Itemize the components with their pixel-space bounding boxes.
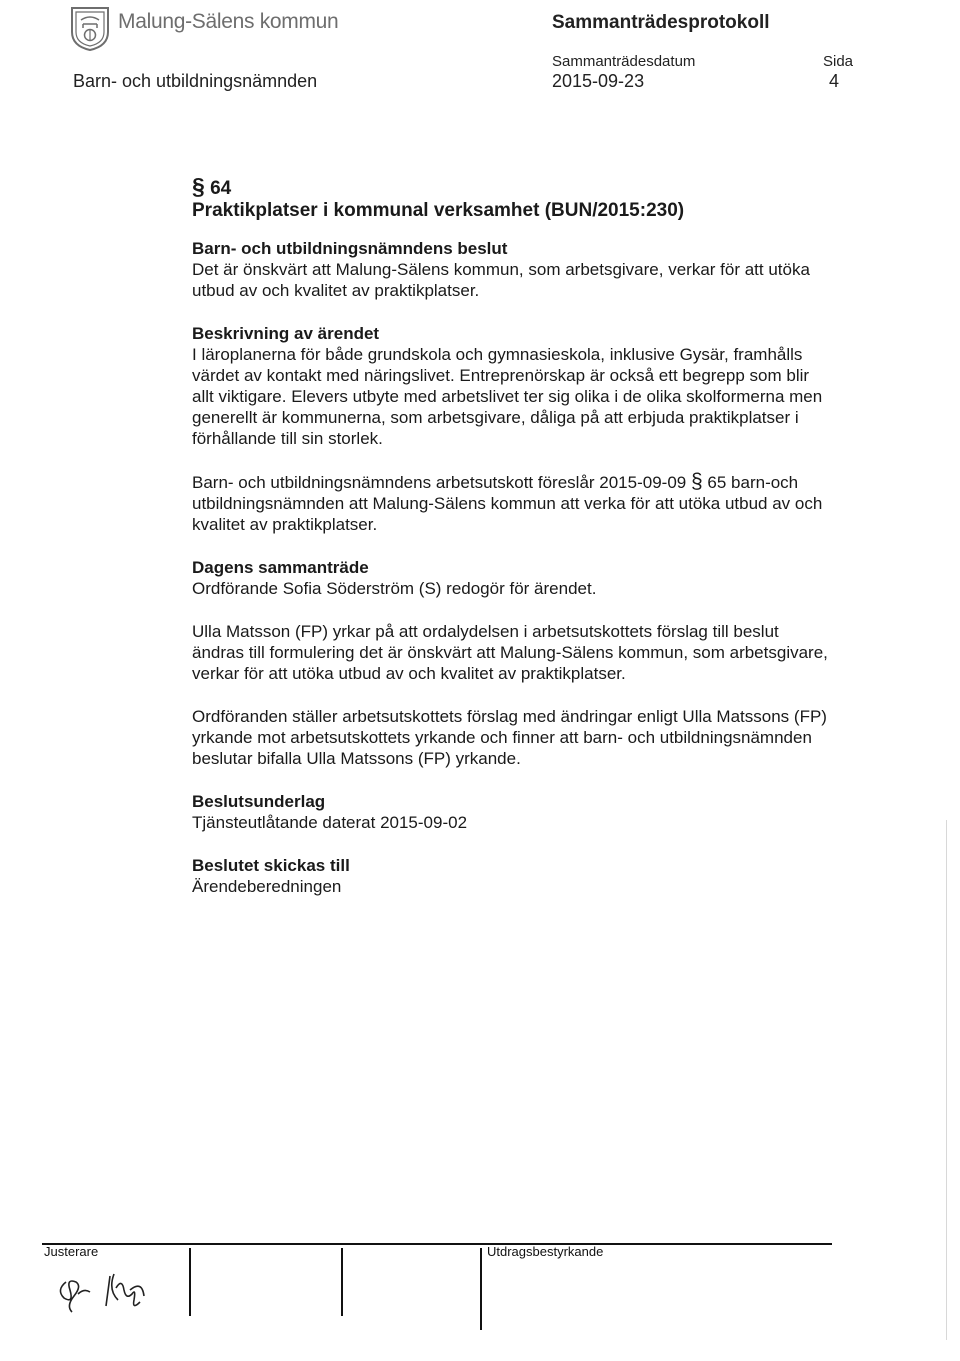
- protocol-item: [192, 175, 832, 918]
- description-heading: Beskrivning av ärendet: [192, 324, 380, 343]
- page-number: 4: [829, 71, 840, 91]
- signature-box-divider: [341, 1248, 343, 1316]
- meeting-date-label: Sammanträdesdatum: [552, 53, 696, 70]
- proposal-text-a: Barn- och utbildningsnämndens arbetsutskott föreslår 2015-09-09: [192, 473, 687, 492]
- description-text: I läroplanerna för både grundskola och gymnasieskola, inklusive Gysär, framhålls värdet av kontakt med näringslivet. Entreprenörskap är också ett begrepp som blir allt viktigare. Elevers utbyte med arbetslivet ter sig olika i de olika skolformerna men generellt är kommunerna, som arbetsgivare, dåliga på att erbjuda praktikplatser i förhållande till sin storlek.: [192, 345, 823, 448]
- section-symbol: §: [192, 173, 205, 199]
- proposal-text-b: 65 barn-och utbildningsnämnden att Malung-Sälens kommun att verka för att utöka utbud av och kvalitet av praktikplatser.: [192, 473, 823, 534]
- decision-text: Det är önskvärt att Malung-Sälens kommun, som arbetsgivare, verkar för att utöka utbud av och kvalitet av praktikplatser.: [192, 260, 810, 300]
- signature-box-divider: [189, 1248, 191, 1316]
- document-type: Sammanträdesprotokoll: [552, 12, 770, 33]
- sent-to-heading: Beslutet skickas till: [192, 856, 350, 875]
- meeting-heading: Dagens sammanträde: [192, 558, 369, 577]
- meeting-date: 2015-09-23: [552, 71, 645, 91]
- basis-heading: Beslutsunderlag: [192, 792, 326, 811]
- basis-text: Tjänsteutlåtande daterat 2015-09-02: [192, 813, 468, 832]
- municipal-crest-icon: [70, 6, 110, 52]
- committee-name: Barn- och utbildningsnämnden: [73, 71, 318, 91]
- handwritten-signature: [52, 1260, 162, 1322]
- scan-edge-artifact: [946, 820, 947, 1340]
- motion-text: Ulla Matsson (FP) yrkar på att ordalydelsen i arbetsutskottets förslag till beslut ändras till formulering det är önskvärt att Malung-Sälens kommun, som arbetsgivare, verkar för att utöka utbud av och kvalitet av praktikplatser.: [192, 622, 828, 683]
- section-number: 64: [210, 178, 232, 199]
- proposal-section-symbol: §: [690, 470, 703, 493]
- signature-box-divider: [480, 1248, 482, 1330]
- decision-heading: Barn- och utbildningsnämndens beslut: [192, 239, 508, 258]
- item-title: Praktikplatser i kommunal verksamhet (BUN/2015:230): [192, 200, 685, 221]
- org-name: Malung-Sälens kommun: [118, 10, 339, 33]
- extract-certification-label: Utdragsbestyrkande: [487, 1244, 604, 1259]
- chair-text: Ordföranden ställer arbetsutskottets förslag med ändringar enligt Ulla Matssons (FP) yrkande mot arbetsutskottets yrkande och finner att barn- och utbildningsnämnden beslutar bifalla Ulla Matssons (FP) yrkande.: [192, 707, 827, 768]
- page-label: Sida: [823, 53, 854, 70]
- footer-divider: [42, 1243, 832, 1245]
- sent-to-text: Ärendeberedningen: [192, 877, 342, 896]
- meeting-text: Ordförande Sofia Söderström (S) redogör för ärendet.: [192, 579, 597, 598]
- justerare-label: Justerare: [44, 1244, 99, 1259]
- section-heading: [192, 175, 832, 200]
- proposal-text: [192, 471, 832, 535]
